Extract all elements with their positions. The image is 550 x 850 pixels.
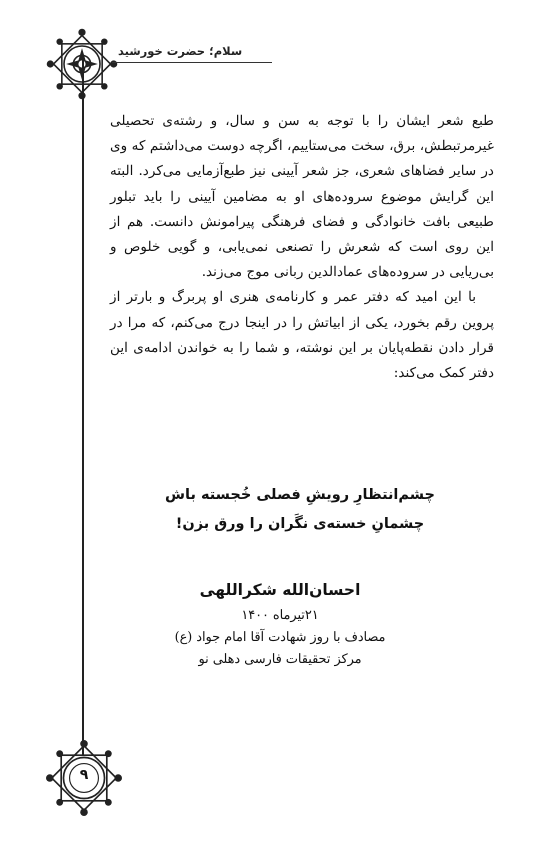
poem-couplet	[150, 481, 450, 539]
page-border-line	[82, 56, 84, 756]
paragraph: با این امید که دفتر عمر و کارنامه‌ی هنری او پربرگ و بارتر از پروین رقم بخورد، یکی از ابیاتش را در اینجا درج می‌کنم، که مرا در قرار دادن نقطه‌پایان بر این نوشته، و شما را به خواندن ادامه‌ی این دفتر کمک می‌کند:	[110, 289, 494, 382]
poem-line: چشم‌انتظارِ رویشِ فصلی خُجسته باش	[165, 487, 435, 503]
paragraph: طبع شعر ایشان را با توجه به سن و سال، و رشته‌ی تحصیلی غیرمرتبطش، برق، سخت می‌ستاییم، اگرچه دوست می‌داشتم که وی در سایر فضاهای شعری، جز شعر آیینی نیز طبع‌آزمایی می‌کرد. البته این گرایش موضوع سروده‌های او به مضامین آیینی را باید تبلور طبیعی بافت خانوادگی و فضای فرهنگی پیرامونش دانست. هم از این روی است که شعرش را تصنعی نمی‌یابی، و گویی خلوص و بی‌ریایی در سروده‌های عمادالدین ربانی موج می‌زند.	[110, 113, 494, 281]
running-title: سلام؛ حضرت خورشید	[118, 44, 243, 58]
body-text	[110, 109, 494, 386]
signature-institution: مرکز تحقیقات فارسی دهلی نو	[198, 652, 362, 667]
signature-occasion: مصادف با روز شهادت آقا امام جواد (ع)	[174, 630, 386, 645]
signature-block	[130, 575, 430, 671]
signature-date: ۲۱تیرماه ۱۴۰۰	[241, 608, 319, 623]
header-rule	[112, 62, 272, 63]
poem-line: چشمانِ خسته‌ی نگَران را ورق بزن!	[175, 516, 425, 532]
page-number: ۹	[79, 767, 89, 783]
author-name: احسان‌الله شکراللهی	[199, 581, 361, 599]
